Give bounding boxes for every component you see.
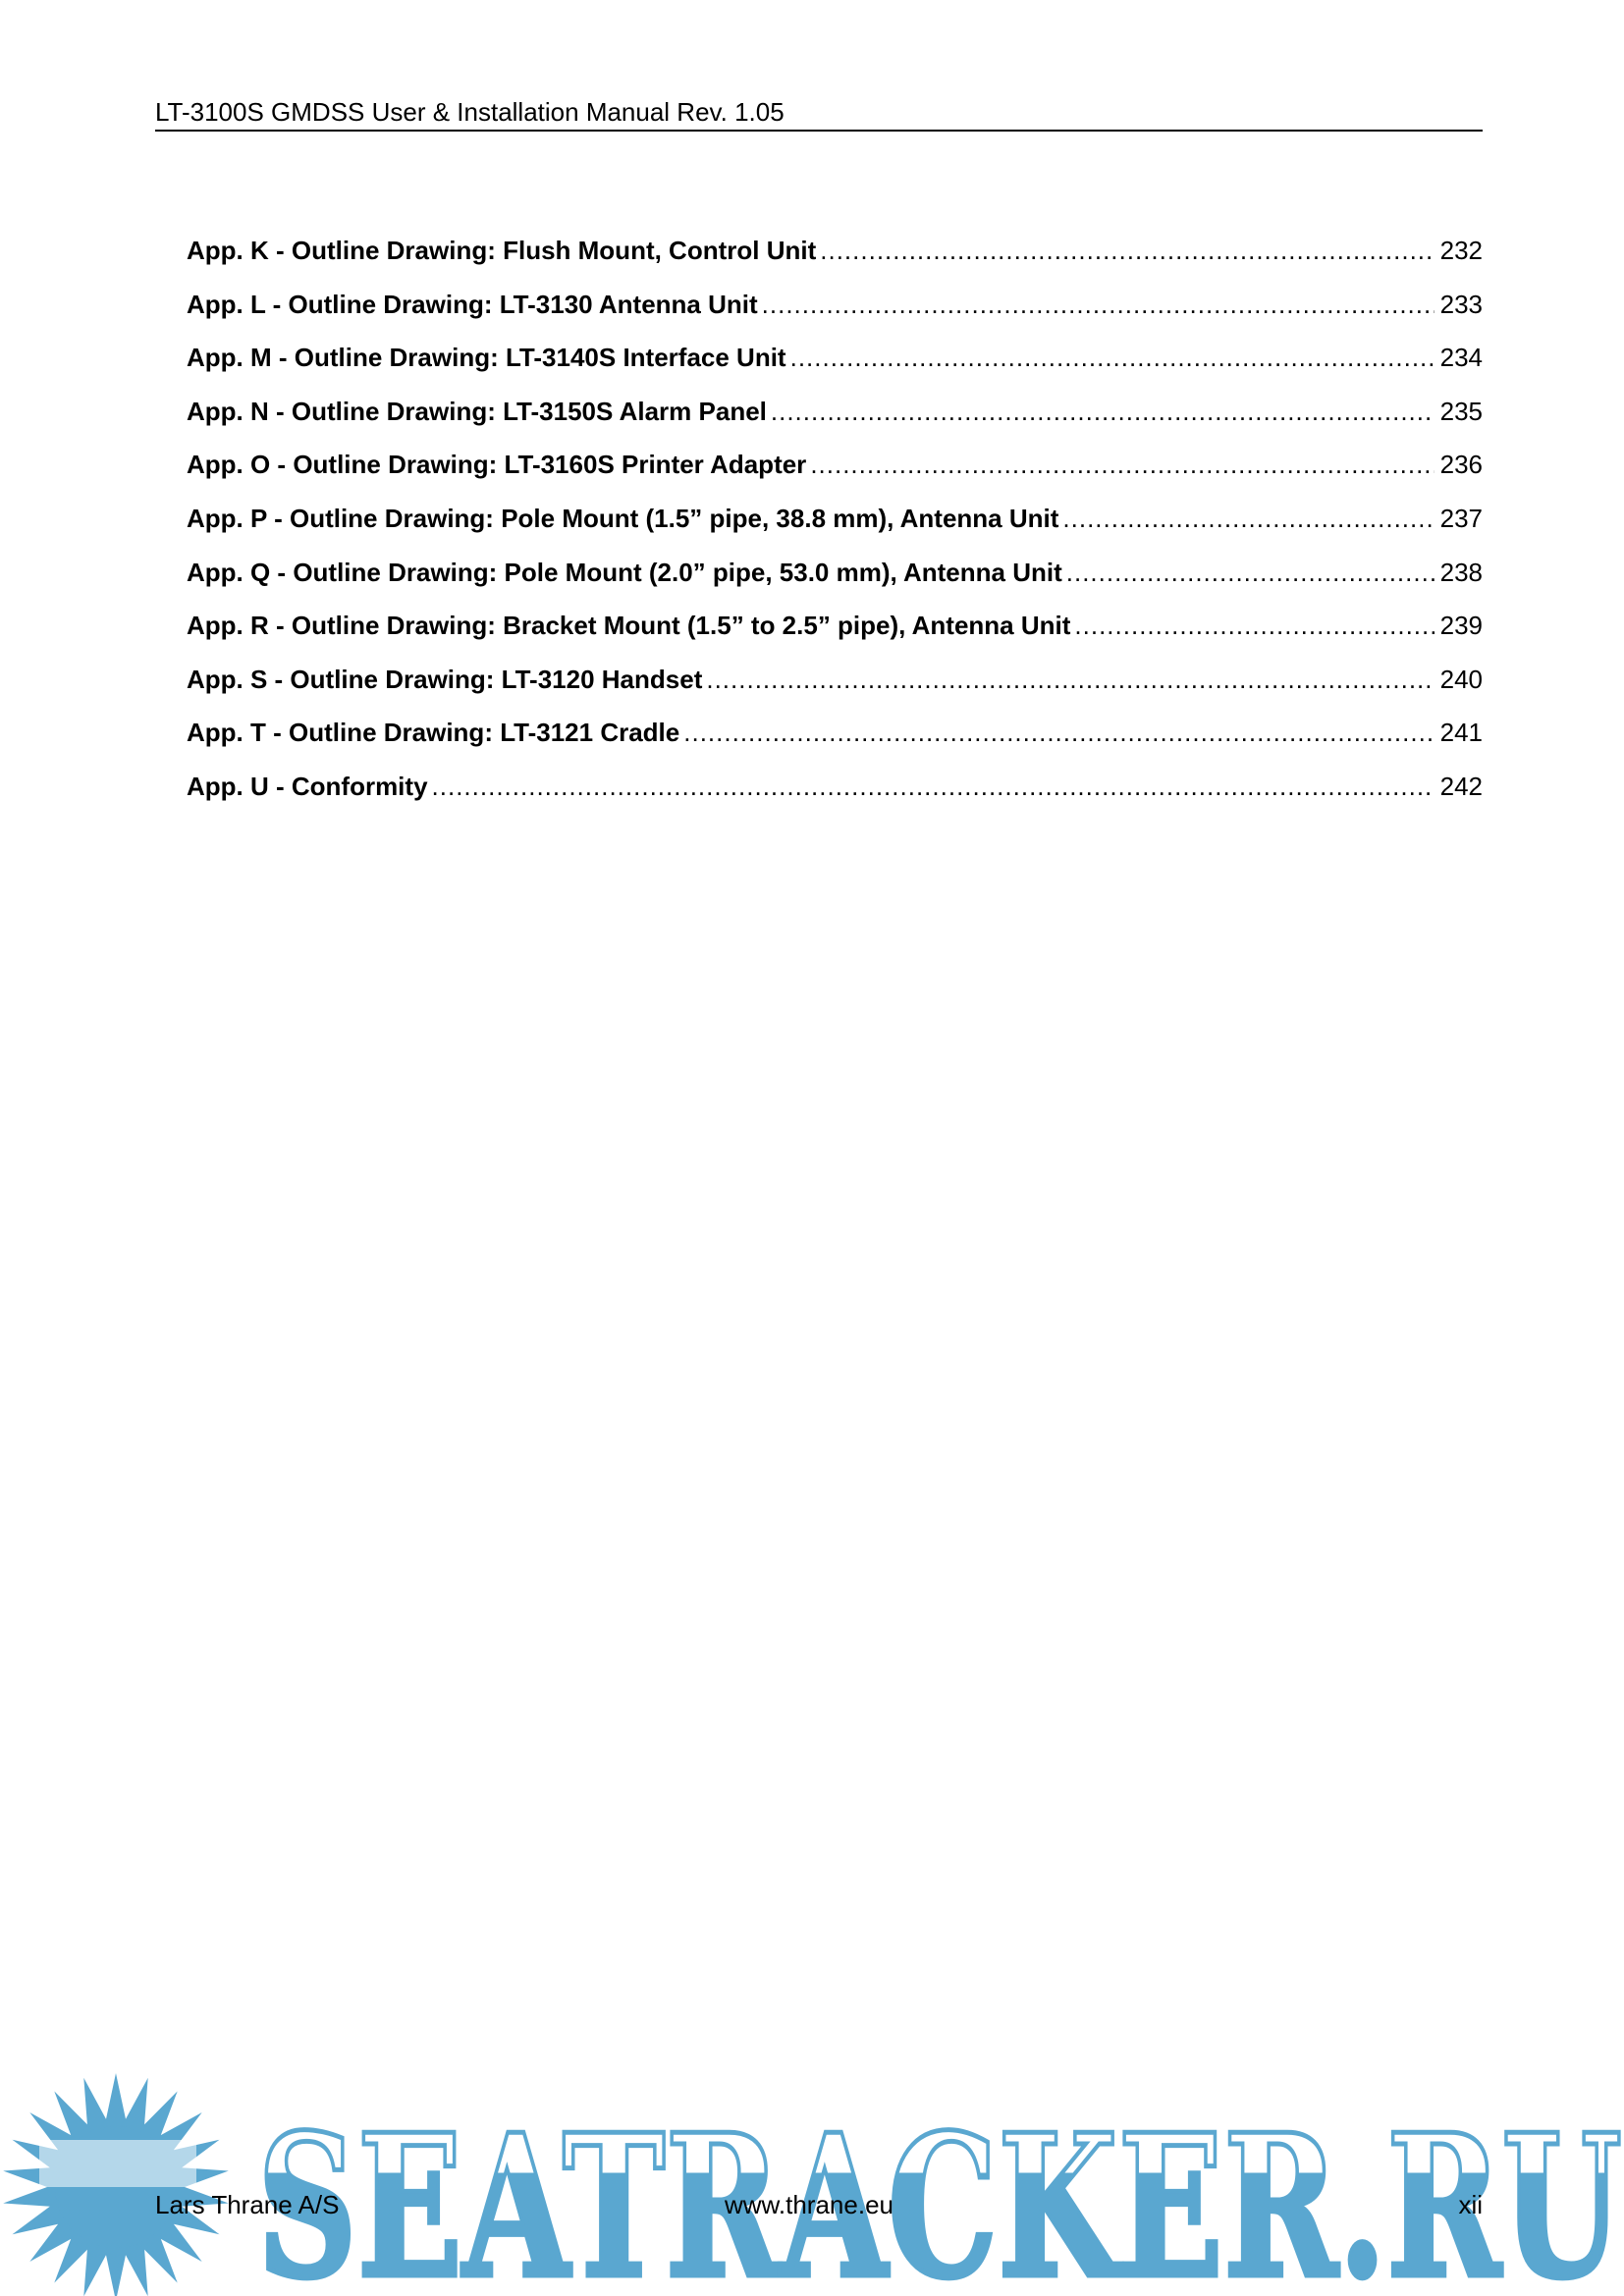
toc-entry-label: App. U - Conformity	[187, 771, 428, 801]
watermark-text: SEATRACKER.RU	[257, 2092, 1622, 2296]
page-header	[155, 96, 1483, 132]
footer-website[interactable]: www.thrane.eu	[725, 2190, 893, 2219]
toc-entry-page: 234	[1439, 343, 1483, 373]
page-footer	[155, 2187, 1483, 2222]
toc-entry-label: App. Q - Outline Drawing: Pole Mount (2.0” pipe, 53.0 mm), Antenna Unit	[187, 557, 1062, 587]
toc-entry-page: 241	[1439, 718, 1483, 748]
toc-entry-page: 238	[1439, 557, 1483, 587]
toc-leader-dots	[1062, 502, 1434, 535]
toc-entry-label: App. L - Outline Drawing: LT-3130 Antenna Unit	[187, 289, 758, 319]
toc-leader-dots	[706, 663, 1434, 696]
header-title: LT-3100S GMDSS User & Installation Manual Rev. 1.05	[155, 97, 785, 127]
toc-entry[interactable]	[187, 716, 1483, 770]
toc-leader-dots	[762, 288, 1435, 321]
toc-leader-dots	[810, 448, 1434, 481]
toc-entry-page: 237	[1439, 503, 1483, 533]
toc-entry[interactable]	[187, 556, 1483, 610]
sun-icon	[3, 2073, 229, 2296]
toc-entry-label: App. N - Outline Drawing: LT-3150S Alarm Panel	[187, 396, 767, 426]
toc-entry-label: App. K - Outline Drawing: Flush Mount, Control Unit	[187, 236, 817, 265]
toc-entry-label: App. R - Outline Drawing: Bracket Mount (1.5” to 2.5” pipe), Antenna Unit	[187, 611, 1071, 641]
toc-entry[interactable]	[187, 234, 1483, 288]
toc-leader-dots	[790, 341, 1435, 374]
toc-leader-dots	[1074, 609, 1434, 642]
toc-entry-page: 233	[1439, 289, 1483, 319]
toc-entry[interactable]	[187, 448, 1483, 502]
toc-leader-dots	[1066, 556, 1435, 589]
toc-entry[interactable]	[187, 288, 1483, 342]
toc-entry[interactable]	[187, 341, 1483, 395]
toc-entry-page: 239	[1439, 611, 1483, 641]
toc-entry[interactable]	[187, 609, 1483, 663]
toc-entry-label: App. T - Outline Drawing: LT-3121 Cradle	[187, 718, 680, 748]
toc-entry-label: App. P - Outline Drawing: Pole Mount (1.5” pipe, 38.8 mm), Antenna Unit	[187, 503, 1059, 533]
toc-entry[interactable]	[187, 395, 1483, 449]
footer-page-number: xii	[1458, 2190, 1483, 2219]
toc-leader-dots	[432, 770, 1435, 803]
toc-entry-label: App. M - Outline Drawing: LT-3140S Interface Unit	[187, 343, 786, 373]
toc-entry-label: App. S - Outline Drawing: LT-3120 Handset	[187, 664, 703, 694]
toc-entry-page: 236	[1439, 450, 1483, 480]
toc-entry-page: 242	[1439, 771, 1483, 801]
toc-leader-dots	[820, 234, 1434, 267]
toc-entry[interactable]	[187, 770, 1483, 824]
toc-entry-page: 240	[1439, 664, 1483, 694]
toc-entry-page: 232	[1439, 236, 1483, 265]
watermark-logo	[0, 2061, 1624, 2296]
toc-entry[interactable]	[187, 502, 1483, 556]
toc-leader-dots	[771, 395, 1435, 428]
toc-entry-page: 235	[1439, 396, 1483, 426]
toc-entry-label: App. O - Outline Drawing: LT-3160S Printer Adapter	[187, 450, 807, 480]
toc-leader-dots	[683, 716, 1434, 749]
table-of-contents	[187, 234, 1483, 824]
toc-entry[interactable]	[187, 663, 1483, 717]
footer-company: Lars Thrane A/S	[155, 2190, 340, 2219]
